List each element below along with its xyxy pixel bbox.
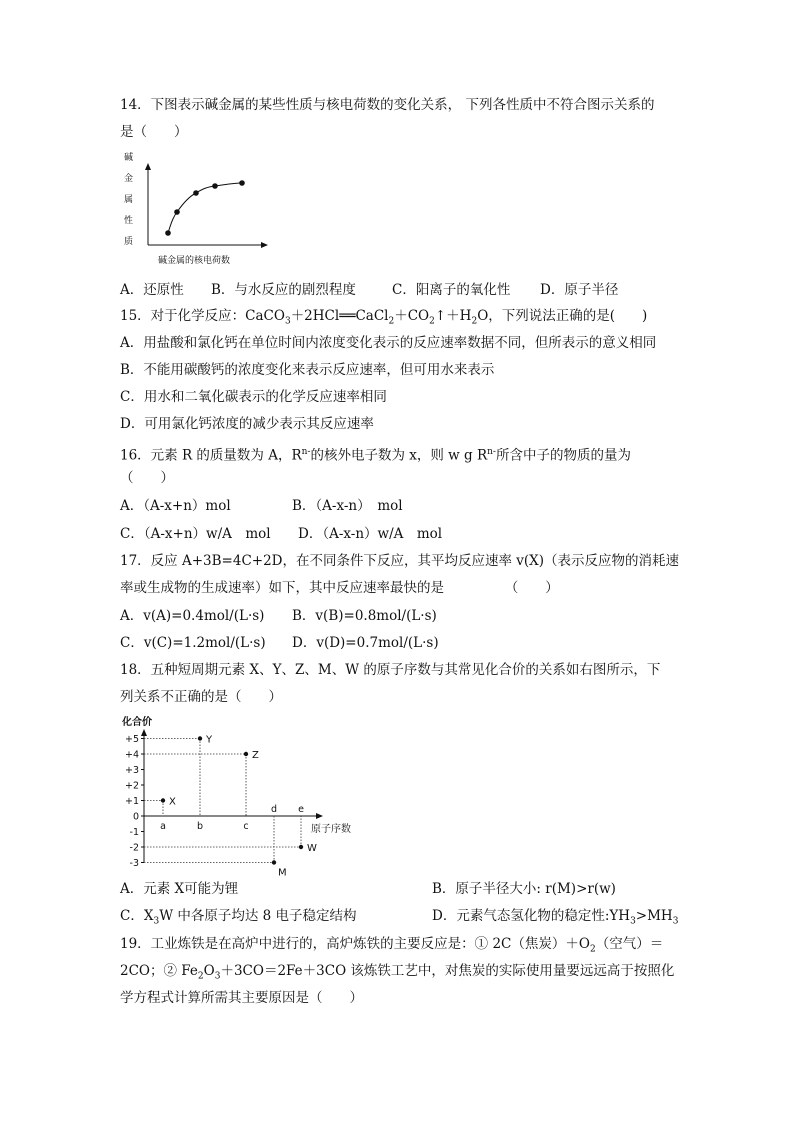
q17-stem-line2: 率或生成物的生成速率）如下，其中反应速率最快的是 （ ） (120, 580, 559, 596)
q14-ylabel-char: 碱 (124, 153, 134, 163)
q14-ylabel-char: 金 (124, 174, 134, 184)
q14-point (165, 230, 171, 236)
q18-point (244, 752, 248, 756)
q15-option-b: B．不能用碳酸钙的浓度变化来表示反应速率，但可用水来表示 (120, 362, 495, 378)
q18-figure (118, 712, 378, 879)
q14-option-d: D．原子半径 (540, 282, 619, 298)
q18-option-b: B．原子半径大小: r(M)>r(w) (432, 881, 616, 897)
q18-xtick-label: b (196, 821, 204, 832)
q18-point-label: W (307, 843, 317, 854)
q14-figure (118, 150, 278, 270)
q14-point (193, 190, 199, 196)
q14-point (239, 180, 245, 186)
q14-option-c: C．阳离子的氧化性 (392, 282, 511, 298)
q18-ytick-label: +5 (124, 734, 139, 745)
q15-option-a: A．用盐酸和氯化钙在单位时间内浓度变化表示的反应速率数据不同，但所表示的意义相同 (120, 335, 657, 351)
q17-option-c: C．v(C)=1.2mol/(L·s) (120, 635, 266, 651)
q15-option-d: D．可用氯化钙浓度的减少表示其反应速率 (120, 416, 374, 432)
q18-option-c: C．$X_3W$ 中各原子均达 8 电子稳定结构 (120, 908, 357, 927)
q18-ytick-label: -2 (129, 842, 139, 854)
q17-option-b: B．v(B)=0.8mol/(L·s) (292, 608, 437, 624)
q18-stem-line2: 列关系不正确的是（ ） (120, 689, 282, 705)
q14-option-a: A．还原性 (120, 282, 184, 298)
q18-point (299, 845, 303, 849)
q16-option-b: B．（A-x-n） mol (292, 498, 403, 514)
q14-point (174, 209, 180, 215)
q18-point-label: Z (252, 750, 259, 761)
q15-stem: 15．对于化学反应：$CaCO_3+2HCl══CaCl_2+CO_2↑+H_2O$，下列说法正确的是( ) (120, 308, 648, 327)
q15-option-c: C．用水和二氧化碳表示的化学反应速率相同 (120, 389, 387, 405)
q18-ytick-label: 0 (132, 811, 139, 823)
q14-point (212, 183, 218, 189)
q14-x-arrow (261, 242, 268, 248)
q14-y-arrow (145, 163, 151, 170)
q17-stem-line1: 17．反应 A+3B=4C+2D，在不同条件下反应，其平均反应速率 v(X)（表示反应物的消耗速 (120, 553, 680, 569)
q19-line1: 19．工业炼铁是在高炉中进行的，高炉炼铁的主要反应是：① 2C（焦炭）$+O_2$（空气）＝ (120, 936, 664, 955)
q18-x-arrow (316, 813, 323, 819)
q14-stem-line2: 是（ ） (120, 124, 188, 140)
q16-stem-line2: （ ） (120, 470, 174, 486)
q18-point-label: X (169, 796, 176, 808)
q14-xlabel: 碱金属的核电荷数 (158, 256, 231, 266)
q14-option-b: B．与水反应的剧烈程度 (211, 282, 356, 298)
q14-curve (168, 183, 242, 233)
q14-ylabel-char: 属 (124, 195, 134, 205)
q16-option-d: D．（A-x-n）w/A mol (298, 526, 443, 542)
q16-stem-line1: 16．元素 R 的质量数为 A，$R^{n-}$的核外电子数为 x，则 w g $R^{n-}$所含中子的物质的量为 (120, 447, 631, 464)
q18-xlabel: 原子序数 (311, 824, 351, 835)
q18-xtick-label: d (270, 804, 278, 815)
q18-ytick-label: +3 (124, 765, 139, 776)
q18-ytick-label: +1 (124, 796, 139, 807)
q16-option-a: A．（A-x+n）mol (120, 498, 231, 514)
q18-xtick-label: e (298, 804, 304, 815)
q14-ylabel-char: 质 (124, 237, 134, 247)
q17-option-d: D．v(D)=0.7mol/(L·s) (292, 635, 439, 651)
q18-ytick-label: -3 (129, 858, 139, 869)
q18-point-label: Y (206, 734, 213, 746)
q18-ylabel: 化合价 (122, 717, 152, 728)
q19-line3: 学方程式计算所需其主要原因是（ ） (120, 990, 363, 1006)
q18-option-a: A．元素 X可能为锂 (120, 881, 239, 897)
q18-point-label: M (278, 867, 287, 879)
q16-option-c: C．（A-x+n）w/A mol (120, 526, 271, 542)
q18-ytick-label: +4 (124, 749, 139, 761)
q18-xtick-label: a (160, 821, 166, 832)
q18-ytick-label: +2 (124, 780, 139, 792)
q18-xtick-label: c (243, 821, 249, 832)
q18-stem-line1: 18．五种短周期元素 X、Y、Z、M、W 的原子序数与其常见化合价的关系如右图所示，下 (120, 662, 661, 678)
q18-point (198, 736, 202, 740)
q14-stem-line1: 14．下图表示碱金属的某些性质与核电荷数的变化关系， 下列各性质中不符合图示关系的 (120, 97, 655, 113)
q18-point (161, 798, 165, 802)
q18-y-arrow (141, 729, 147, 736)
q14-ylabel-char: 性 (124, 216, 134, 226)
q18-point (272, 860, 276, 864)
q19-line2: 2CO；② $Fe_2O_3+3CO=2Fe+3CO$ 该炼铁工艺中，对焦炭的实际使用量要远远高于按照化 (120, 963, 675, 982)
q17-option-a: A．v(A)=0.4mol/(L·s) (120, 608, 265, 624)
q18-ytick-label: -1 (129, 827, 139, 838)
q18-option-d: D．元素气态氢化物的稳定性$:YH_3>MH_3$ (432, 908, 679, 927)
